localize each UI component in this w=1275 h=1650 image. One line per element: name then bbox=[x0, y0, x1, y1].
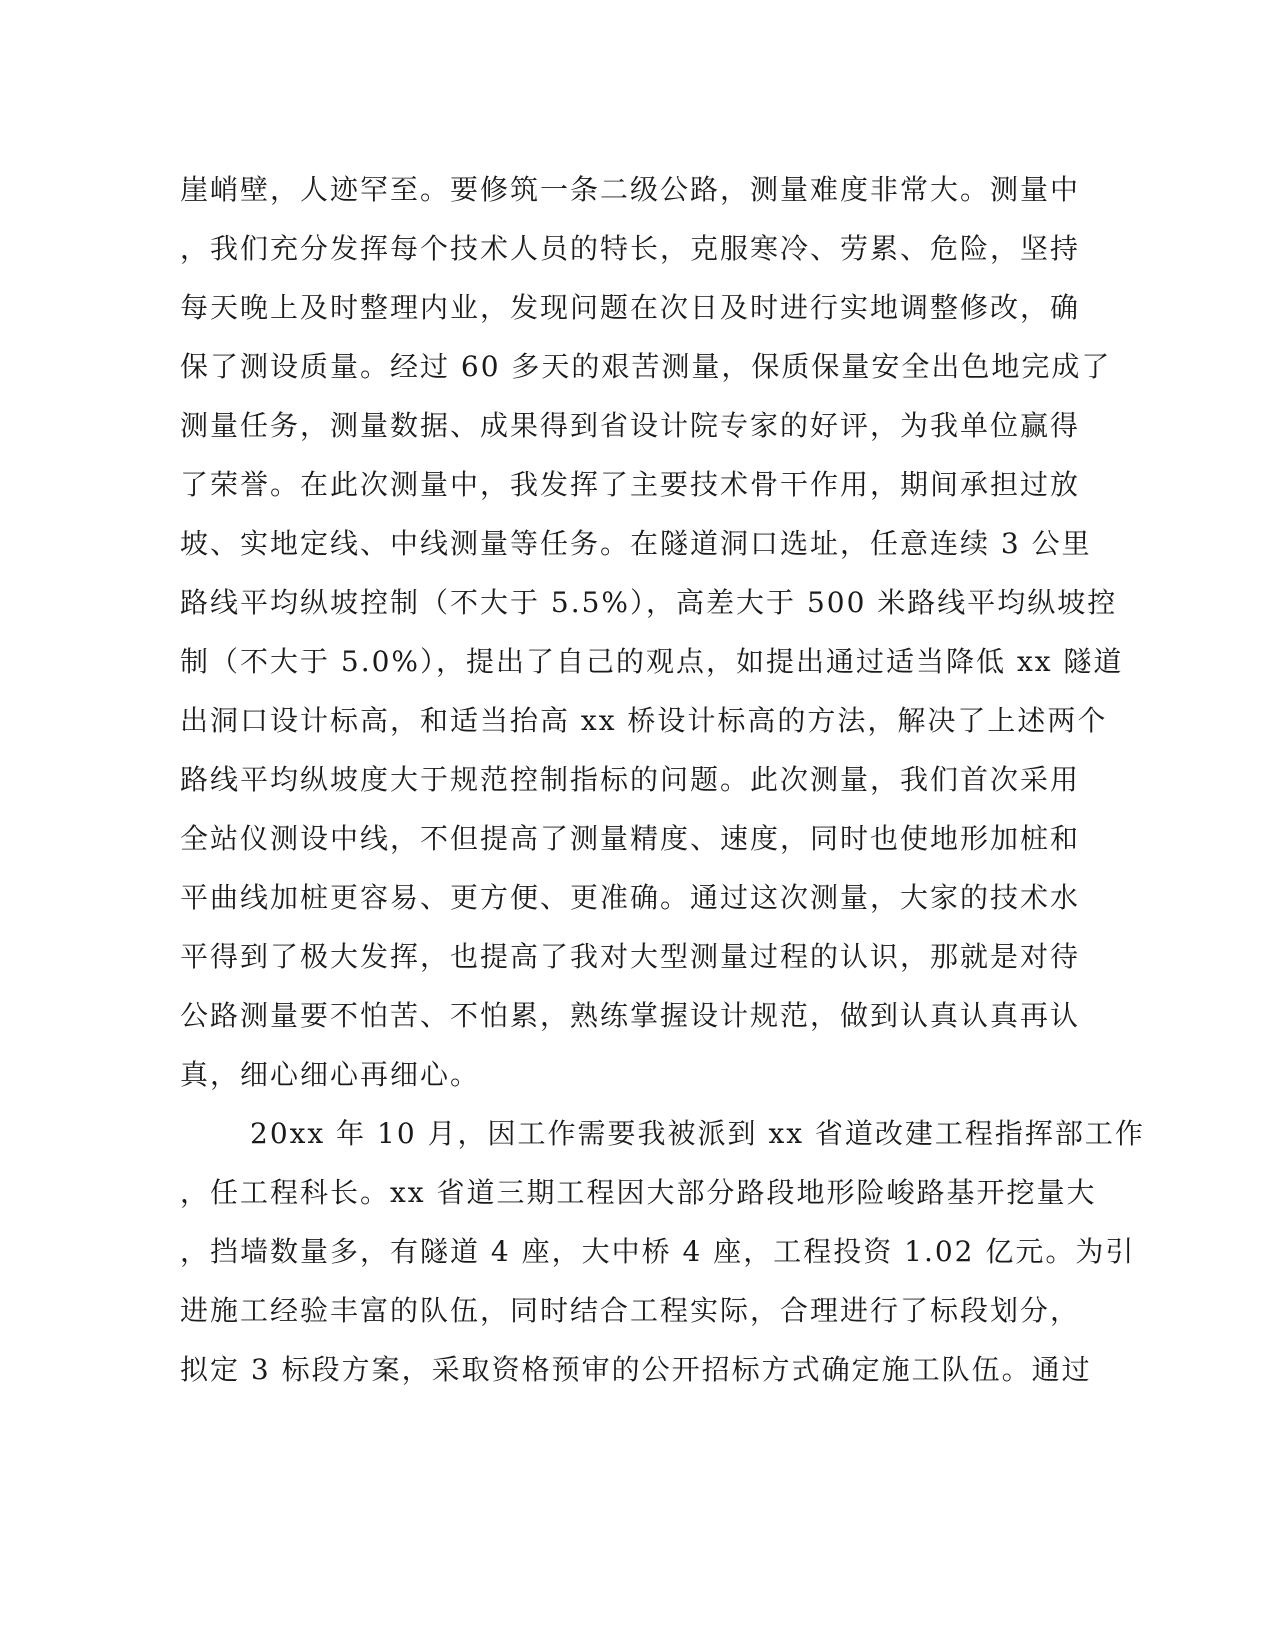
text-line: 20xx 年 10 月，因工作需要我被派到 xx 省道改建工程指挥部工作 bbox=[250, 1117, 1145, 1150]
text-line: 坡、实地定线、中线测量等任务。在隧道洞口选址，任意连续 3 公里 bbox=[180, 527, 1092, 560]
text-line: 路线平均纵坡度大于规范控制指标的问题。此次测量，我们首次采用 bbox=[180, 763, 1081, 796]
text-line: 崖峭壁，人迹罕至。要修筑一条二级公路，测量难度非常大。测量中 bbox=[180, 173, 1081, 206]
text-line: 公路测量要不怕苦、不怕累，熟练掌握设计规范，做到认真认真再认 bbox=[180, 999, 1081, 1032]
text-line: 保了测设质量。经过 60 多天的艰苦测量，保质保量安全出色地完成了 bbox=[180, 350, 1112, 383]
text-line: ，任工程科长。xx 省道三期工程因大部分路段地形险峻路基开挖量大 bbox=[180, 1176, 1097, 1209]
paragraph-2 bbox=[180, 1104, 1145, 1399]
text-line: ，我们充分发挥每个技术人员的特长，克服寒冷、劳累、危险，坚持 bbox=[180, 232, 1081, 265]
text-line: 全站仪测设中线，不但提高了测量精度、速度，同时也使地形加桩和 bbox=[180, 822, 1081, 855]
text-line: 测量任务，测量数据、成果得到省设计院专家的好评，为我单位赢得 bbox=[180, 409, 1081, 442]
text-line: 真，细心细心再细心。 bbox=[180, 1058, 481, 1091]
text-line: 每天晚上及时整理内业，发现问题在次日及时进行实地调整修改，确 bbox=[180, 291, 1081, 324]
text-line: 路线平均纵坡控制（不大于 5.5%），高差大于 500 米路线平均纵坡控 bbox=[180, 586, 1118, 619]
body-text bbox=[180, 160, 1145, 1399]
text-line: 进施工经验丰富的队伍，同时结合工程实际，合理进行了标段划分， bbox=[180, 1294, 1081, 1327]
text-line: 了荣誉。在此次测量中，我发挥了主要技术骨干作用，期间承担过放 bbox=[180, 468, 1081, 501]
text-line: 平曲线加桩更容易、更方便、更准确。通过这次测量，大家的技术水 bbox=[180, 881, 1081, 914]
text-line: ，挡墙数量多，有隧道 4 座，大中桥 4 座，工程投资 1.02 亿元。为引 bbox=[180, 1235, 1136, 1268]
text-line: 拟定 3 标段方案，采取资格预审的公开招标方式确定施工队伍。通过 bbox=[180, 1353, 1092, 1386]
text-line: 制（不大于 5.0%），提出了自己的观点，如提出通过适当降低 xx 隧道 bbox=[180, 645, 1124, 678]
paragraph-1 bbox=[180, 160, 1124, 1104]
text-line: 出洞口设计标高，和适当抬高 xx 桥设计标高的方法，解决了上述两个 bbox=[180, 704, 1108, 737]
text-line: 平得到了极大发挥，也提高了我对大型测量过程的认识，那就是对待 bbox=[180, 940, 1081, 973]
